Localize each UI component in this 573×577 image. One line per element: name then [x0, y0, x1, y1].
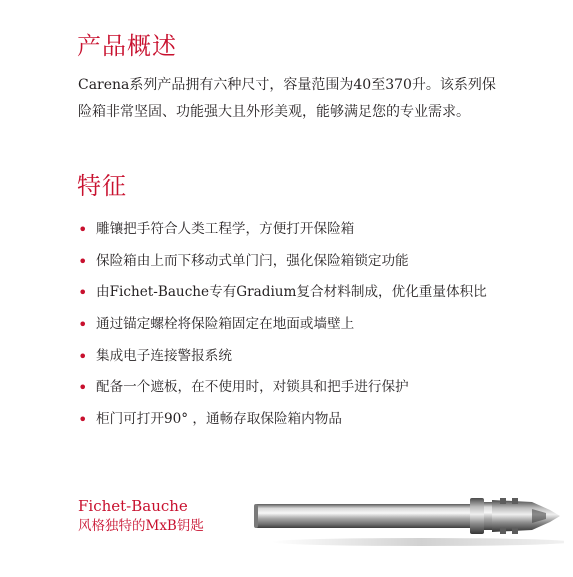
feature-text: 柜门可打开90° ，通畅存取保险箱内物品	[96, 411, 342, 428]
bullet-icon: •	[78, 315, 88, 335]
feature-item	[78, 341, 558, 373]
feature-text: 由Fichet-Bauche专有Gradium复合材料制成，优化重量体积比	[96, 284, 487, 301]
overview-paragraph	[78, 72, 548, 126]
key-icon	[246, 478, 564, 554]
feature-text: 通过锚定螺栓将保险箱固定在地面或墙壁上	[96, 316, 355, 333]
feature-text: 集成电子连接警报系统	[96, 347, 232, 364]
bullet-icon: •	[78, 346, 88, 366]
feature-item	[78, 372, 558, 404]
feature-text: 雕镶把手符合人类工程学，方便打开保险箱	[96, 221, 355, 237]
features-heading: 特征	[77, 172, 127, 200]
overview-heading: 产品概述	[77, 32, 177, 60]
bullet-icon: •	[78, 410, 88, 430]
feature-item	[78, 246, 558, 278]
feature-item	[78, 404, 558, 436]
key-description: 风格独特的MxB钥匙	[78, 518, 204, 534]
bullet-icon: •	[78, 251, 88, 271]
feature-text: 配备一个遮板，在不使用时，对锁具和把手进行保护	[96, 379, 409, 396]
feature-item	[78, 277, 558, 309]
features-list	[78, 214, 558, 436]
key-brand: Fichet-Bauche	[78, 497, 188, 515]
feature-item	[78, 214, 558, 246]
bullet-icon: •	[78, 378, 88, 398]
bullet-icon: •	[78, 283, 88, 303]
overview-line: Carena系列产品拥有六种尺寸，容量范围为40至370升。该系列保	[78, 77, 496, 93]
feature-item	[78, 309, 558, 341]
bullet-icon: •	[78, 220, 88, 239]
feature-text: 保险箱由上而下移动式单门闩，强化保险箱锁定功能	[96, 252, 409, 269]
overview-line: 险箱非常坚固、功能强大且外形美观，能够满足您的专业需求。	[78, 104, 470, 120]
key-caption	[78, 497, 204, 537]
